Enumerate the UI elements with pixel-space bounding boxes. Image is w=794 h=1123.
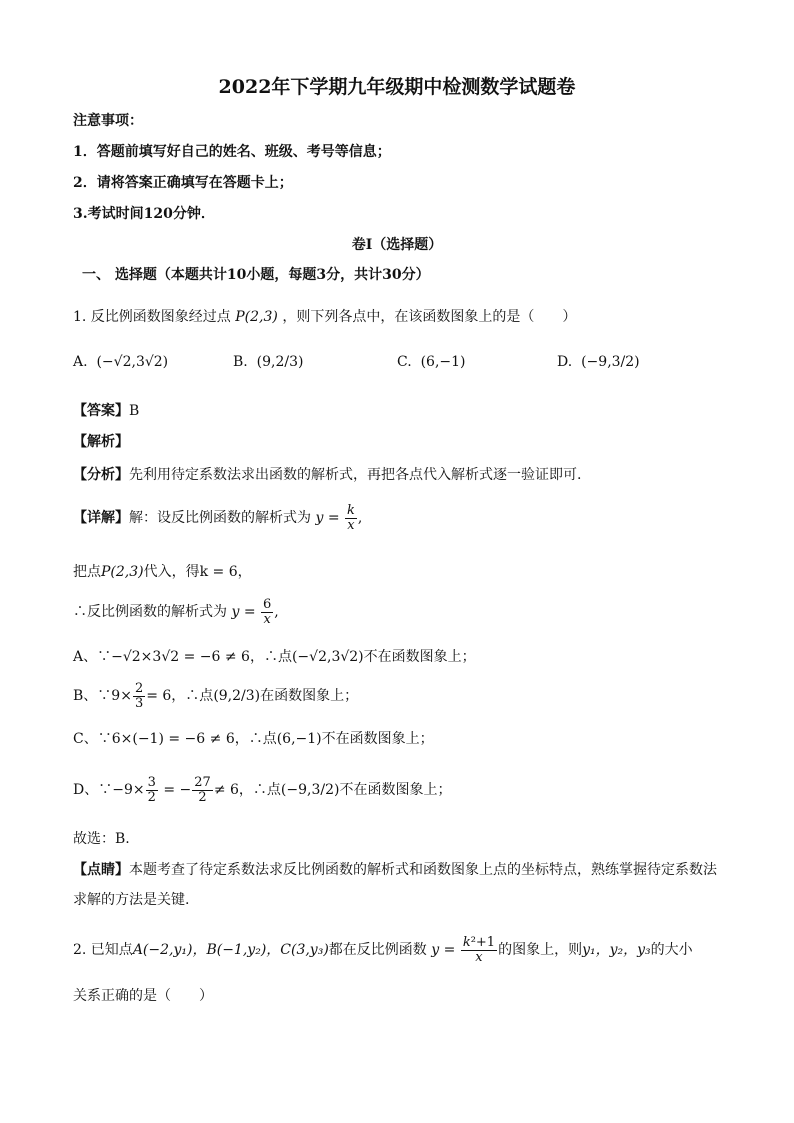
fraction-k2-plus-1-over-x: $\frac{\text{k²+1}}{x}$ — [462, 935, 496, 965]
fraction-6-x: $\frac{6}{x}$ — [263, 597, 272, 627]
choose-line: 故选：B. — [73, 831, 130, 847]
section-title: 卷I（选择题） — [351, 237, 443, 253]
step-result: ∴反比例函数的解析式为 y = $\frac{6}{x}$ , — [73, 597, 279, 627]
comment-line-1: 【点睛】本题考查了待定系数法求反比例函数的解析式和函数图象上点的坐标特点，熟练掌握待定系数法 — [73, 862, 717, 878]
part1-heading: 一、 选择题（本题共计10小题，每题3分，共计30分） — [82, 267, 430, 283]
analysis-line: 【分析】先利用待定系数法求出函数的解析式，再把各点代入解析式逐一验证即可. — [73, 467, 582, 483]
check-line-c: C、∵6×(−1) = −6 ≠ 6，∴点(6,−1)不在函数图象上； — [73, 731, 434, 747]
notice-item-1: 1．答题前填写好自己的姓名、班级、考号等信息； — [73, 144, 391, 160]
analysis-tag: 【解析】 — [73, 434, 129, 450]
check-line-d: D、∵−9× $\frac{3}{2}$ = − $\frac{27}{2}$ ≠ 6，∴点(−9,3/2)不在函数图象上； — [73, 775, 452, 805]
q1-answer — [73, 400, 139, 420]
notice-item-2: 2．请将答案正确填写在答题卡上； — [73, 175, 293, 191]
q1-option-b: B. (9,2/3) — [233, 354, 304, 370]
check-line-b: B、∵9× $\frac{2}{3}$ = 6，∴点(9,2/3)在函数图象上； — [73, 681, 359, 711]
answer-value: B — [129, 403, 140, 419]
q1-option-d: D. (−9,3/2) — [557, 354, 640, 370]
q1-stem — [73, 306, 576, 326]
q1-option-c: C. (6,−1) — [397, 354, 466, 370]
q1-point: P(2,3) — [235, 309, 278, 325]
answer-tag: 【答案】 — [73, 403, 129, 419]
detail-line: 【详解】解：设反比例函数的解析式为 y = $\frac{k}{x}$ , — [73, 503, 363, 533]
comment-line-2: 求解的方法是关键. — [73, 892, 190, 908]
notice-item-3: 3.考试时间120分钟． — [73, 206, 215, 222]
q2-line-2: 关系正确的是（ ） — [73, 988, 213, 1004]
check-line-a: A、∵−√2×3√2 = −6 ≠ 6，∴点(−√2,3√2)不在函数图象上； — [73, 649, 476, 665]
step-substitute: 把点P(2,3)代入，得k = 6， — [73, 564, 252, 580]
q2-stem: 2. 已知点A(−2,y₁)，B(−1,y₂)，C(3,y₃)都在反比例函数 y = $\frac{\text{k²+1}}{x}$ 的图象上，则y₁，y₂，y₃的大小 — [73, 935, 693, 965]
q1-prefix: 1. 反比例函数图象经过点 — [73, 309, 231, 325]
fraction-k-x: $\frac{k}{x}$ — [347, 503, 355, 533]
q1-suffix: ，则下列各点中，在该函数图象上的是（ ） — [282, 309, 577, 325]
q1-option-a: A. (−√2,3√2) — [73, 354, 169, 370]
notice-heading: 注意事项： — [73, 113, 143, 129]
page-title: 2022年下学期九年级期中检测数学试题卷 — [218, 76, 576, 98]
